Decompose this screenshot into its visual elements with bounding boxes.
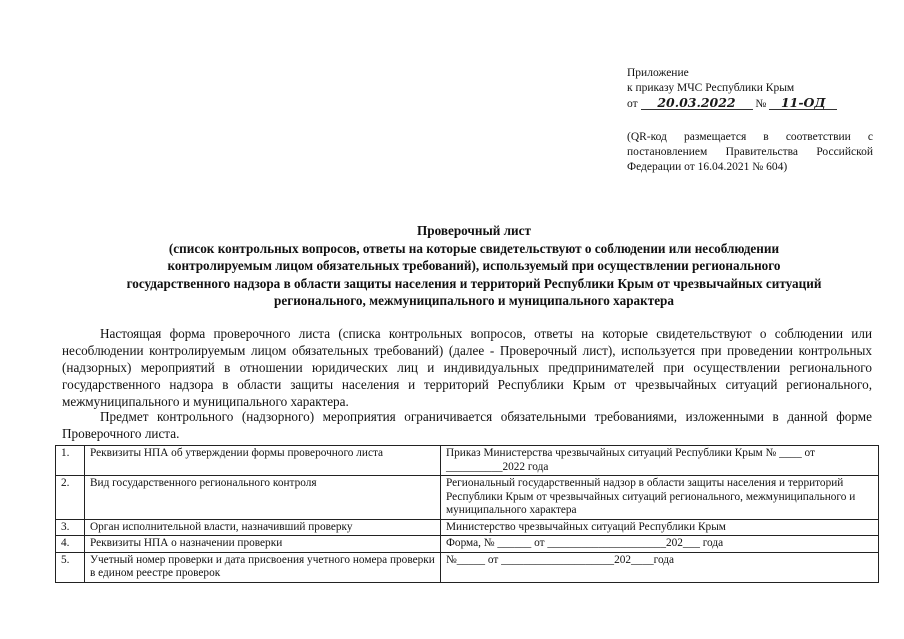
requisites-table bbox=[55, 445, 879, 583]
row-number: 2. bbox=[56, 476, 85, 520]
row-label: Вид государственного регионального контроля bbox=[85, 476, 441, 520]
row-label: Реквизиты НПА о назначении проверки bbox=[85, 536, 441, 553]
row-label: Учетный номер проверки и дата присвоения учетного номера проверки в едином реестре проверок bbox=[85, 552, 441, 582]
appendix-line1: Приложение bbox=[627, 67, 689, 79]
row-label: Орган исполнительной власти, назначивший проверку bbox=[85, 519, 441, 536]
appendix-block bbox=[627, 66, 837, 112]
table-row bbox=[56, 519, 879, 536]
table-row bbox=[56, 446, 879, 476]
table-row bbox=[56, 476, 879, 520]
from-label: от bbox=[627, 98, 638, 110]
title-line-5: регионального, межмуниципального и муниципального характера bbox=[274, 293, 674, 308]
title-line-3: контролируемым лицом обязательных требований), используемый при осуществлении регионального bbox=[167, 258, 781, 273]
row-value: Приказ Министерства чрезвычайных ситуаций Республики Крым № ____ от __________2022 года bbox=[441, 446, 879, 476]
row-number: 3. bbox=[56, 519, 85, 536]
document-title bbox=[40, 222, 904, 310]
table-row bbox=[56, 552, 879, 582]
row-value: Форма, № ______ от _____________________202___ года bbox=[441, 536, 879, 553]
row-value: №_____ от ____________________202____года bbox=[441, 552, 879, 582]
title-line-1: Проверочный лист bbox=[417, 223, 531, 238]
row-number: 1. bbox=[56, 446, 85, 476]
row-value: Региональный государственный надзор в области защиты населения и территорий Республики Крым от чрезвычайных ситуаций регионального, межмуниципального и муниципального характера bbox=[441, 476, 879, 520]
row-number: 4. bbox=[56, 536, 85, 553]
body-paragraph-2: Предмет контрольного (надзорного) мероприятия ограничивается обязательными требованиями, изложенными в данной форме Проверочного листа. bbox=[62, 409, 872, 441]
handwritten-date: 20.03.2022 bbox=[641, 96, 753, 110]
row-label: Реквизиты НПА об утверждении формы проверочного листа bbox=[85, 446, 441, 476]
title-line-2: (список контрольных вопросов, ответы на которые свидетельствуют о соблюдении или несоблюдении bbox=[168, 240, 780, 256]
appendix-order-line bbox=[627, 96, 837, 112]
qr-code-note: (QR-код размещается в соответствии с постановлением Правительства Российской Федерации от 16.04.2021 № 604) bbox=[627, 131, 873, 173]
body-paragraph-1: Настоящая форма проверочного листа (списка контрольных вопросов, ответы на которые свидетельствуют о соблюдении или несоблюдении контролируемым лицом обязательных требований) (далее - Проверочный лист), используется при проведении контрольных (надзорных) мероприятий в отношении юридических лиц и индивидуальных предпринимателей при осуществлении регионального государственного надзора в области защиты населения и территорий Республики Крым от чрезвычайных ситуаций регионального, межмуниципального и муниципального характера. bbox=[62, 326, 872, 409]
row-value: Министерство чрезвычайных ситуаций Республики Крым bbox=[441, 519, 879, 536]
number-label: № bbox=[755, 98, 767, 110]
handwritten-number: 11-ОД bbox=[769, 96, 837, 110]
table-row bbox=[56, 536, 879, 553]
appendix-line2: к приказу МЧС Республики Крым bbox=[627, 82, 795, 94]
row-number: 5. bbox=[56, 552, 85, 582]
title-line-4: государственного надзора в области защиты населения и территорий Республики Крым от чрезвычайных ситуаций bbox=[126, 275, 822, 291]
